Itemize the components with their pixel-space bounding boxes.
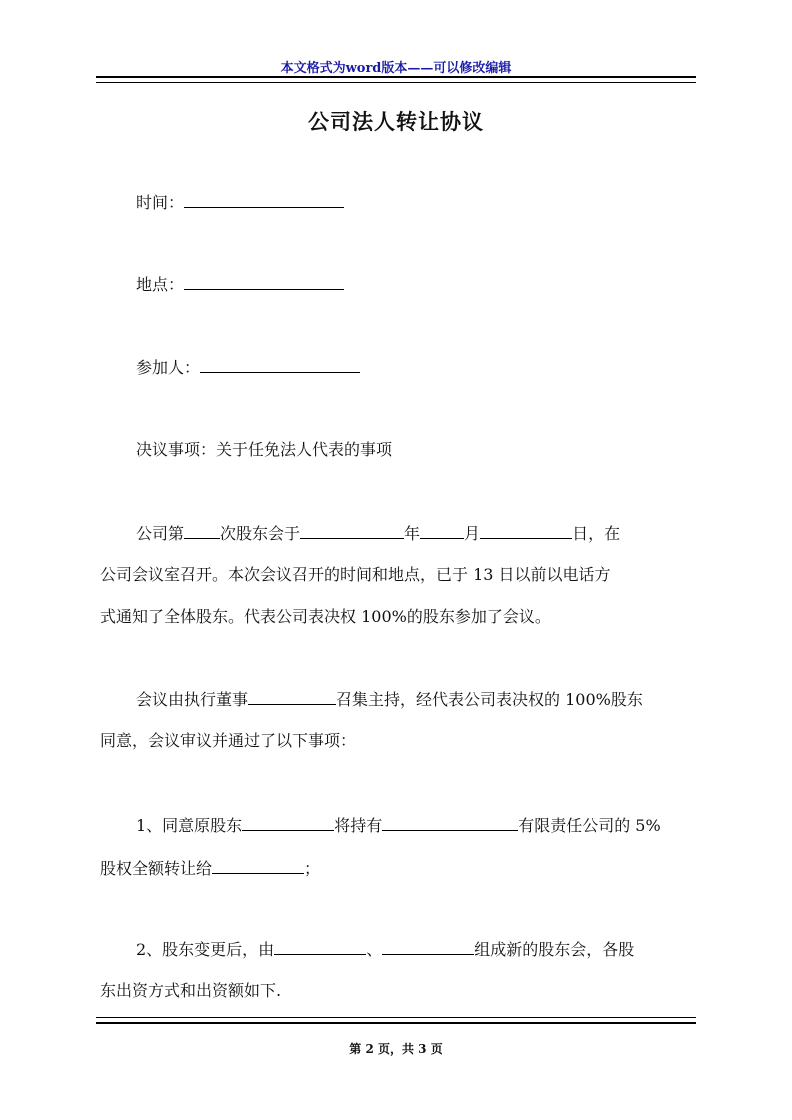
- paragraph-1-line-3: 式通知了全体股东。代表公司表决权 100%的股东参加了会议。: [100, 607, 551, 626]
- blank: [420, 521, 464, 539]
- blank: [184, 521, 220, 539]
- blank: [300, 521, 404, 539]
- text-segment: 将持有: [334, 816, 383, 835]
- item-2-line-1: [136, 937, 736, 961]
- text-segment: 日，在: [572, 524, 621, 543]
- item-2-line-2: 东出资方式和出资额如下.: [100, 981, 282, 1000]
- text-segment: 召集主持，经代表公司表决权的 100%股东: [336, 690, 643, 709]
- text-segment: 、: [366, 940, 383, 959]
- place-blank: [184, 272, 344, 290]
- text-segment: 公司第: [136, 524, 185, 543]
- text-segment: 月: [464, 524, 481, 543]
- paragraph-2-line-1: [136, 687, 736, 711]
- blank: [212, 856, 304, 874]
- text-segment: 有限责任公司的 5%: [518, 816, 661, 835]
- footer-rule: [96, 1017, 696, 1024]
- blank: [248, 687, 336, 705]
- paragraph-2-line-2: 同意，会议审议并通过了以下事项：: [100, 731, 357, 750]
- resolution-line: 决议事项：关于任免法人代表的事项: [136, 440, 393, 459]
- blank: [274, 937, 366, 955]
- time-blank: [184, 190, 344, 208]
- blank: [382, 937, 474, 955]
- participants-field: [136, 355, 736, 379]
- blank: [242, 813, 334, 831]
- header-rule: [96, 76, 696, 83]
- item-1-line-1: [136, 813, 736, 837]
- text-segment: 次股东会于: [220, 524, 301, 543]
- text-segment: 年: [404, 524, 421, 543]
- document-header: 本文格式为word版本——可以修改编辑: [280, 61, 512, 76]
- time-label: 时间：: [136, 193, 185, 212]
- text-segment: 会议由执行董事: [136, 690, 249, 709]
- text-segment: 2、股东变更后，由: [136, 940, 275, 959]
- blank: [382, 813, 518, 831]
- document-title: 公司法人转让协议: [308, 109, 484, 134]
- participants-blank: [200, 355, 360, 373]
- place-label: 地点：: [136, 275, 185, 294]
- participants-label: 参加人：: [136, 358, 201, 377]
- item-1-line-2: [100, 856, 700, 880]
- time-field: [136, 190, 736, 214]
- paragraph-1-line-2: 公司会议室召开。本次会议召开的时间和地点，已于 13 日以前以电话方: [100, 565, 611, 584]
- text-segment: 1、同意原股东: [136, 816, 243, 835]
- text-segment: ；: [304, 859, 321, 878]
- page-number: 第 2 页，共 3 页: [349, 1042, 443, 1056]
- paragraph-1-line-1: [136, 521, 736, 545]
- blank: [480, 521, 572, 539]
- text-segment: 股权全额转让给: [100, 859, 213, 878]
- place-field: [136, 272, 736, 296]
- text-segment: 组成新的股东会，各股: [474, 940, 635, 959]
